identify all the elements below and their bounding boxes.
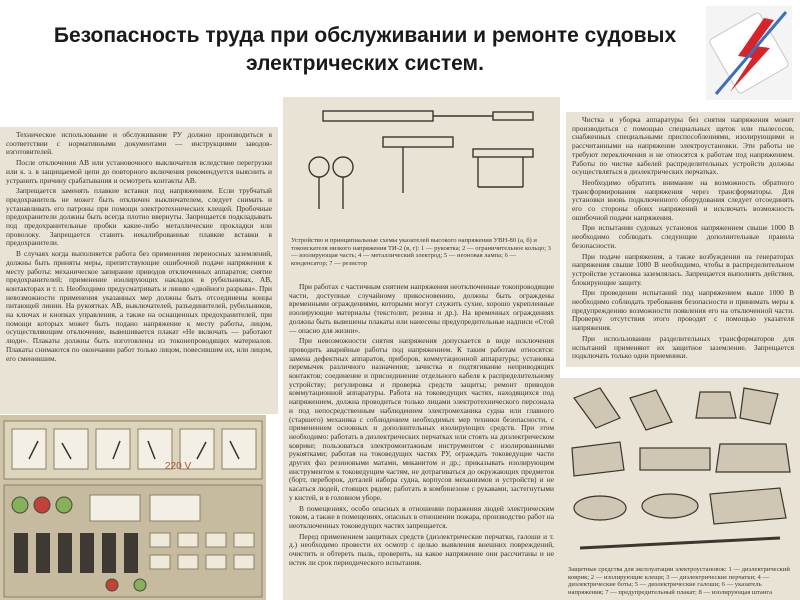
protective-equipment-drawing	[560, 378, 800, 566]
paragraph: В помещениях, особо опасных в отношении поражения людей электрическим током, а также в помещениях, опасных в отношении пожара, производство работ на неотключенных токоведущих частях запрещается.	[289, 503, 554, 530]
middle-scan-text	[283, 279, 560, 574]
protective-equipment-page	[560, 378, 800, 600]
paragraph: При использовании разделительных трансформаторов для испытаний применяют их защитное заземление. Запрещается подключать только одни приемники.	[572, 333, 794, 361]
figure-caption: Устройство и принципиальные схемы указателей высокого напряжения УВН-80 (а, б) и токоискателя низкого напряжения ТИ-2 (в, г): 1 — рукоятка; 2 — ограничительное кольцо; 3 — изолирующая часть; 4 — металлический электрод; 5 — неоновая лампа; 6 — конденсатор; 7 — резистор	[291, 237, 551, 267]
right-scan-text	[566, 112, 800, 367]
equipment-caption: Защитные средства для эксплуатации электроустановок: 1 — диэлектрический коврик; 2 — изолирующие клещи; 3 — диэлектрические перчатки; 4 — диэлектрические боты; 5 — диэлектрические галоши; 6 — указатель напряжения; 7 — предупредительный плакат; 8 — изолирующая штанга	[568, 566, 790, 596]
left-scan-text	[0, 127, 278, 369]
paragraph: Необходимо обратить внимание на возможность обратного трансформирования напряжения через трансформаторы. Для установки вновь подключенного оборудования следует отсоединять его со стороны обоих напряжений и исключать возможность ошибочной подачи напряжения.	[572, 177, 794, 222]
electrical-hazard-logo	[706, 6, 792, 100]
slide-title	[20, 22, 710, 78]
slide-title-line1: Безопасность труда при обслуживании и ремонте судовых	[53, 24, 677, 47]
paragraph: Перед применением защитных средств (диэлектрические перчатки, галоши и т. д.) необходимо провести их осмотр с целью выявления внешних повреждений, очистить и обтереть пыль, проверить, на какое напряжение они рассчитаны и не истек ли срок периодического испытания.	[289, 531, 554, 567]
paragraph: При испытании судовых установок напряжением свыше 1000 В необходимо соблюдать следующие дополнительные правила безопасности.	[572, 223, 794, 250]
switchboard-gauge-label: 220 V	[165, 461, 192, 472]
paragraph: При невозможности снятия напряжения допускается в виде исключения проводить аварийные работы под напряжением. К таким работам относятся: замена дефектных аппаратов, приборов, коммутационной аппаратуры; установка перемычек различного назначения; зачистка и подтягивание неприводящих контактов; соединение и присоединение отдельного кабеля к распределительному устройству; регулировка и проверка средств защиты; ремонт приводов коммутационной аппаратуры. Работа на токоведущих частях, находящихся под напряжением, должна проводиться только лицами электротехнического персонала и под непосредственным наблюдением электромеханика судна или главного (старшего) механика с соблюдением необходимых мер техники безопасности, с применением основных и дополнительных изолирующих средств. При этом необходимо: работать в диэлектрических перчатках или стоять на диэлектрическом коврике; пользоваться электромонтажным инструментом с изолированными рукоятками; работая на токоведущих частях РУ, ограждать токоведущие части других фаз резиновыми матами, миканитом и др.; приказывать изолирующим инструментом к токоведущим частям, не дотрагиваться до окружающих предметов (борт, переборок, деталей набора судна, корпусов механизмов и устройств) и не касаться людей, стоящих рядом; работать в комбинезоне с рукавами, застегнутыми у кистей, и в головном уборе.	[289, 336, 554, 502]
paragraph: В случаях когда выполняется работа без применения переносных заземлений, должны быть приняты меры, препятствующие ошибочной подаче напряжения к месту работы: механическое запирание приводов отключенных аппаратов; снятие предохранителей; применение изолирующих накладок в рубильниках, АВ, контакторах и т. п. Необходимо предусматривать и линию «двойного разрыва». При невозможности применения указанных мер должны быть отсоединены концы питающей линии. На рукоятках АВ, выключателей, разъединителей, рубильников, на ключах и кнопках управления, а также на оснащенных предохранителей, при помощи которых может быть подано напряжение к месту работы, лицом, осуществляющим отключение, вывешивается плакат «Не включать — работают люди». Плакаты должны быть изготовлены из токонепроводящих материалов. Плакаты снимаются по окончании работ только лицом, повесившим их, или лицом, его сменившим.	[6, 249, 272, 363]
paragraph: При работах с частичным снятием напряжения неотключенные токопроводящие части, доступные случайному прикосновению, должны быть ограждены временными ограждениями, которыми могут служить сухие, хорошо укрепленные изолирующие материалы (текстолит, резина и др.). На временных ограждениях должны быть вывешены плакаты или нанесены предупредительные надписи «Стой — опасно для жизни».	[289, 282, 554, 335]
switchboard-illustration	[0, 415, 266, 600]
switchboard-photo	[0, 415, 266, 600]
slide-title-line2: электрических систем.	[246, 52, 484, 75]
left-scan-page	[0, 127, 278, 414]
paragraph: Техническое использование и обслуживание РУ должно производиться в соответствии с нормативными документами — инструкциями заводов-изготовителей.	[6, 130, 272, 157]
paragraph: При проведении испытаний под напряжением выше 1000 В необходимо соблюдать требования безопасности и принимать меры к предупреждению возможности появления его на отключенной части. Проверку отсутствия этого проводят с помощью указателя напряжения.	[572, 288, 794, 333]
paragraph: При подаче напряжения, а также возбуждении на генераторах напряжения свыше 1000 В необходимо, чтобы в распределительном устройстве установка заземлялась. Запрещается выполнять действия, блокирующие защиту.	[572, 251, 794, 287]
middle-scan-page	[283, 97, 560, 600]
voltage-indicator-drawing	[283, 97, 560, 237]
paragraph: После отключения АВ или установочного выключателя вследствие перегрузки или к. з. в защищаемой цепи до повторного включения рекомендуется выяснить и устранить причину срабатывания и осмотреть контакты АВ.	[6, 158, 272, 185]
paragraph: Чистка и уборка аппаратуры без снятия напряжения может производиться с помощью специальных щеток или пылесосов, снабженных специальными приспособлениями, изолирующими и рассчитанными на напряжение электроустановки. Эти работы не требуют переключения и не относятся к работам под напряжением. Работы по чистке кабелей распределительных устройств должны осуществляться в диэлектрических перчатках.	[572, 115, 794, 177]
right-scan-page	[566, 112, 800, 367]
paragraph: Запрещается заменять плавкие вставки под напряжением. Если трубчатый предохранитель не может быть отключен выключателем, следует снимать и устанавливать его патроны при помощи электротехнических клещей. Пробочные предохранители должны быть всегда плотно ввернуты. Запрещается подкладывать под предохранительные пробки какие-либо металлические прокладки или проволоку. Запрещается ставить некалиброванные плавкие вставки в предохранители.	[6, 186, 272, 248]
